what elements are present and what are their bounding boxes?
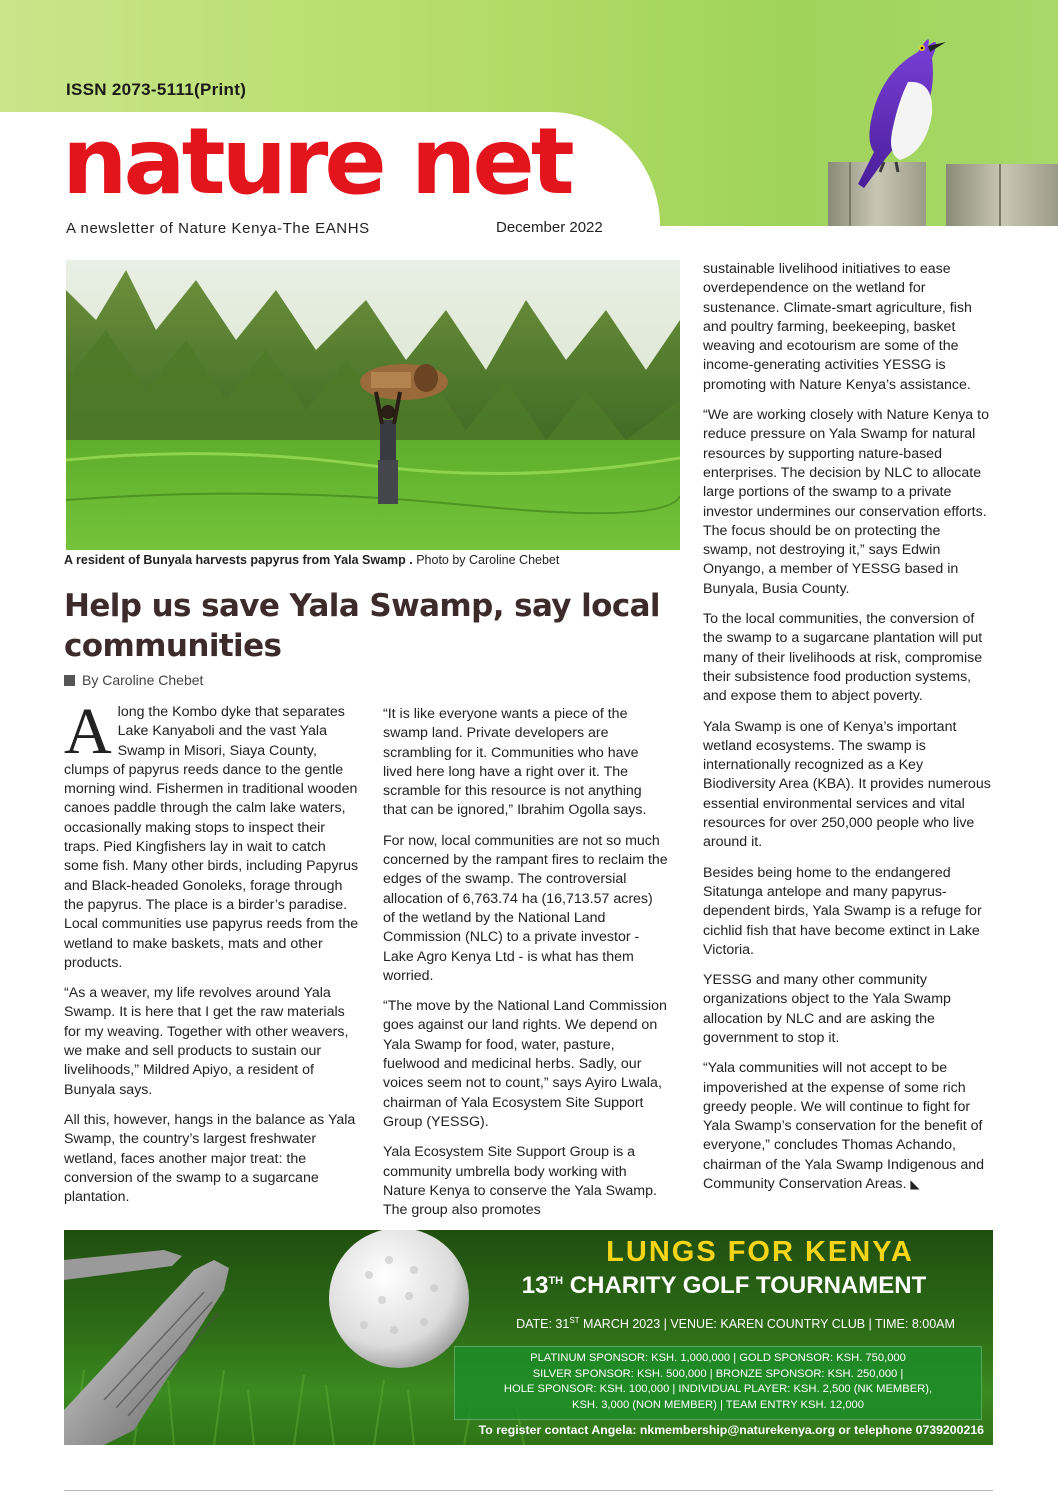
article-column-3	[703, 260, 993, 1205]
sponsorship-packages	[454, 1346, 982, 1420]
paragraph: YESSG and many other community organizations object to the Yala Swamp allocation by NLC and are asking the government to stop it.	[703, 972, 951, 1046]
registration-contact: To register contact Angela: nkmembership@naturekenya.org or telephone 0739200216	[478, 1423, 984, 1437]
event-date-rest: MARCH 2023 | VENUE: KAREN COUNTRY CLUB | TIME: 8:00AM	[579, 1317, 955, 1332]
paragraph: To the local communities, the conversion of the swamp to a sugarcane plantation will put many of their livelihoods at risk, compromise their subsistence food production systems, and expose them to abject poverty.	[703, 611, 983, 705]
byline-text: By Caroline Chebet	[82, 672, 204, 688]
banner-title: LUNGS FOR KENYA	[606, 1236, 914, 1268]
edition-suffix: TH	[548, 1275, 564, 1287]
drop-cap: A	[64, 695, 112, 768]
caption-bold: A resident of Bunyala harvests papyrus from Yala Swamp .	[64, 553, 413, 567]
issue-date: December 2022	[496, 219, 603, 236]
paragraph: Yala Ecosystem Site Support Group is a community umbrella body working with Nature Kenya to conserve the Yala Swamp. The group also promotes	[383, 1144, 657, 1219]
footer-divider	[64, 1490, 993, 1491]
paragraph: sustainable livelihood initiatives to ease overdependence on the wetland for sustenance. Climate-smart agriculture, fish and poultry farming, beekeeping, basket weaving and ecotourism are some of the income-generating activities YESSG is promoting with Nature Kenya’s assistance.	[703, 261, 972, 393]
event-date-prefix: DATE: 31	[516, 1317, 570, 1332]
issn-number: ISSN 2073-5111(Print)	[66, 80, 247, 99]
papyrus-harvest-photo	[66, 260, 680, 550]
article-column-1	[64, 695, 364, 1218]
article-byline	[64, 672, 203, 688]
paragraph	[703, 1059, 993, 1194]
paragraph: For now, local communities are not so much concerned by the rampant fires to reclaim the edges of the swamp. The controversial allocation of 6,763.74 ha (16,713.57 acres) of the wetland by the National Land Commission (NLC) to a private investor - Lake Agro Kenya Ltd - is what has them worried.	[383, 832, 668, 984]
paragraph-text: “Yala communities will not accept to be impoverished at the expense of some rich greedy people. We will continue to fight for Yala Swamp’s conservation for the benefit of everyone,” concludes Thomas Achando, chairman of the Yala Swamp Indigenous and Community Conservation Areas.	[703, 1060, 985, 1193]
article-headline: Help us save Yala Swamp, say local communities	[64, 588, 660, 664]
paragraph: “The move by the National Land Commission goes against our land rights. We depend on Yala Swamp for food, water, pasture, fuelwood and medicinal herbs. Sadly, our voices seem not to count,” says Ayiro Lwala, chairman of Yala Ecosystem Site Support Group (YESSG).	[383, 998, 667, 1130]
paragraph: “As a weaver, my life revolves around Yala Swamp. It is here that I get the raw materials for my weaving. Together with other weavers, we make and sell products to sustain our livelihoods,” Mildred Apiyo, a resident of Bunyala says.	[64, 985, 349, 1098]
violet-backed-starling-photo	[800, 12, 1058, 226]
paragraph: “It is like everyone wants a piece of the swamp land. Private developers are scrambling for it. Communities who have lived here long have a right over it. The scramble for this resource is not anything that can be ignored,” Ibrahim Ogolla says.	[383, 706, 647, 819]
caption-credit: Photo by Caroline Chebet	[412, 553, 560, 567]
sponsor-line: KSH. 3,000 (NON MEMBER) | TEAM ENTRY KSH. 12,000	[571, 1398, 864, 1411]
byline-square-icon	[64, 675, 75, 686]
end-of-article-icon: ◣	[910, 1177, 920, 1192]
article-column-2	[383, 705, 668, 1231]
sponsor-line: SILVER SPONSOR: KSH. 500,000 | BRONZE SPONSOR: KSH. 250,000 |	[532, 1367, 904, 1380]
newsletter-subtitle: A newsletter of Nature Kenya-The EANHS	[66, 220, 370, 237]
paragraph: “We are working closely with Nature Kenya to reduce pressure on Yala Swamp for natural resources by supporting nature-based enterprises. The decision by NLC to allocate large portions of the swamp to a private investor undermines our conservation efforts. The focus should be on protecting the swamp, not destroying it,” says Edwin Onyango, a member of YESSG based in Bunyala, Busia County.	[703, 407, 989, 597]
edition-number: 13	[521, 1272, 549, 1299]
banner-subtitle	[474, 1272, 974, 1300]
paragraph	[64, 695, 364, 973]
paragraph: Yala Swamp is one of Kenya’s important wetland ecosystems. The swamp is internationally recognized as a Key Biodiversity Area (KBA). It provides numerous essential environmental services and vital resources for over 250,000 people who live around it.	[703, 718, 991, 851]
masthead-logo: nature net	[62, 108, 571, 215]
paragraph: All this, however, hangs in the balance as Yala Swamp, the country’s largest freshwater wetland, faces another major treat: the conversion of the swamp to a sugarcane plantation.	[64, 1111, 356, 1206]
photo-caption	[64, 553, 559, 567]
paragraph-text: long the Kombo dyke that separates Lake Kanyaboli and the vast Yala Swamp in Misori, Siaya County, clumps of papyrus reeds dance to the gentle morning wind. Fishermen in traditional wooden canoes paddle through the calm lake waters, occasionally making stops to inspect their traps. Pied Kingfishers lay in wait to catch some fish. Many other birds, including Papyrus and Black-headed Gonoleks, forage through the papyrus. The place is a birder’s paradise. Local communities use papyrus reeds from the wetland to make baskets, mats and other products.	[64, 704, 359, 971]
tournament-name: CHARITY GOLF TOURNAMENT	[563, 1272, 927, 1299]
sponsor-line: HOLE SPONSOR: KSH. 100,000 | INDIVIDUAL PLAYER: KSH. 2,500 (NK MEMBER),	[503, 1383, 933, 1395]
golf-tournament-banner	[64, 1230, 993, 1445]
paragraph: Besides being home to the endangered Sitatunga antelope and many papyrus-dependent birds, Yala Swamp is a refuge for cichlid fish that have become extinct in Lake Victoria.	[703, 864, 982, 958]
event-date-suffix: ST	[569, 1316, 580, 1325]
event-details	[488, 1316, 983, 1331]
sponsor-line: PLATINUM SPONSOR: KSH. 1,000,000 | GOLD SPONSOR: KSH. 750,000	[530, 1352, 906, 1364]
